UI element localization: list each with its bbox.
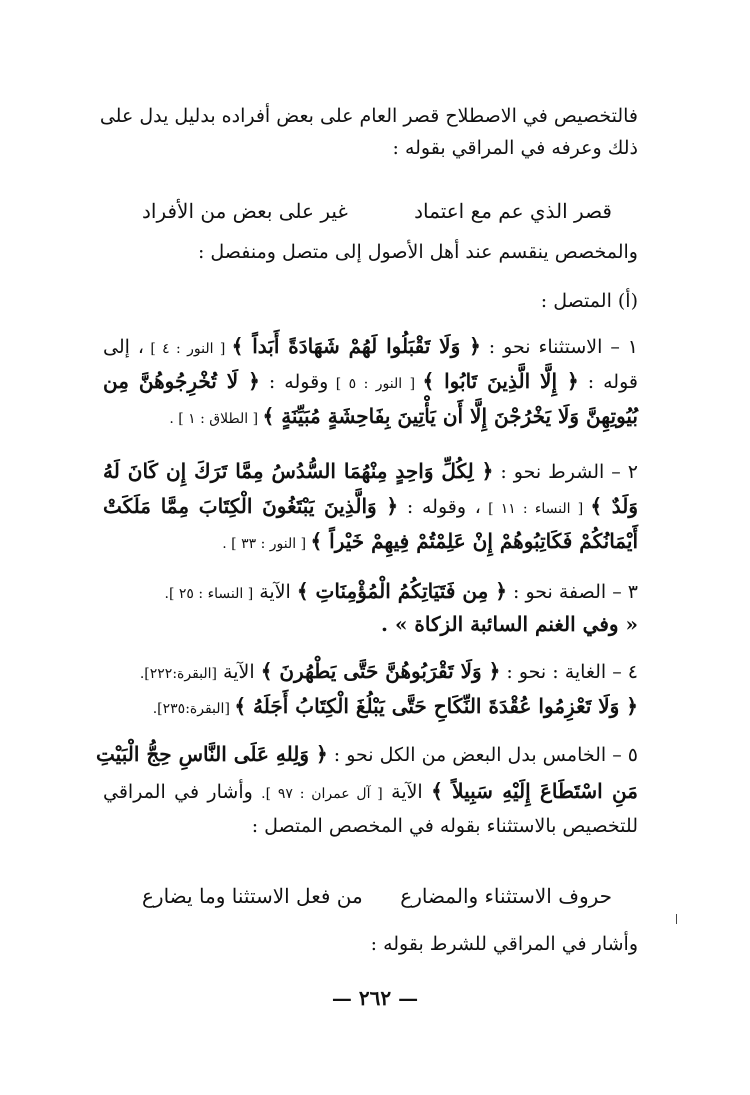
citation-reference: [ النور : ٥ ]: [328, 376, 423, 392]
text-segment: الآية: [253, 581, 297, 603]
verse-first-hemistich: حروف الاستثناء والمضارع: [400, 884, 612, 908]
text-segment: وأشار في المراقي للشرط بقوله :: [370, 933, 638, 955]
citation-reference: [ الطلاق : ١ ] .: [169, 411, 263, 427]
text-segment: ٤ – الغاية : نحو :: [500, 661, 638, 683]
text-line: [103, 928, 638, 960]
quoted-text: وَلَدٌ ﴾: [590, 494, 638, 518]
text-line: [103, 608, 638, 641]
quoted-text: ﴿ وَلَا تَقْرَبُوهُنَّ حَتَّى يَطْهُرنَ ﴾: [260, 659, 501, 683]
section-heading: [103, 285, 638, 317]
text-line: [103, 775, 638, 810]
text-line: [96, 738, 638, 771]
text-line: [103, 365, 638, 400]
text-segment: قوله :: [578, 371, 638, 393]
text-segment: وأشار في المراقي: [103, 781, 262, 803]
quoted-text: ﴿ إِلَّا الَّذِينَ تَابُوا ﴾: [422, 369, 579, 393]
quoted-text: ﴿ وَلِلهِ عَلَى النَّاسِ حِجُّ الْبَيْتِ: [96, 742, 328, 766]
citation-reference: [ النساء : ١١ ]: [480, 501, 591, 517]
text-line: [103, 236, 638, 268]
citation-reference: [ النساء : ٢٥ ].: [164, 586, 254, 602]
verse-second-hemistich: من فعل الاستثنا وما يضارع: [142, 884, 363, 908]
text-segment: ٥ – الخامس بدل البعض من الكل نحو :: [327, 744, 638, 766]
text-segment: ، إلى: [103, 336, 144, 358]
text-segment: الآية: [217, 661, 261, 683]
text-line: [103, 525, 638, 560]
text-segment: فالتخصيص في الاصطلاح قصر العام على بعض أفراده بدليل يدل على: [99, 105, 638, 127]
verse-first-hemistich: قصر الذي عم مع اعتماد: [414, 199, 612, 223]
margin-mark: [676, 914, 677, 924]
quoted-text: ﴿ وَلَا تَعْزِمُوا عُقْدَةَ النِّكَاحِ حَتَّى يَبْلُغَ الْكِتَابُ أَجَلَهُ ﴾: [234, 694, 638, 718]
verse-line: [142, 195, 612, 227]
page-number: — ٢٦٢ —: [331, 986, 419, 1010]
text-segment: (أ) المتصل :: [540, 290, 638, 312]
text-line: [103, 330, 638, 365]
text-segment: للتخصيص بالاستثناء بقوله في المخصص المتصل :: [251, 815, 638, 837]
quoted-text: ﴿ لِكُلِّ وَاحِدٍ مِنْهُمَا السُّدُسُ مِمَّا تَرَكَ إِن كَانَ لَهُ: [103, 459, 494, 483]
text-segment: والمخصص ينقسم عند أهل الأصول إلى متصل ومنفصل :: [197, 241, 638, 263]
quoted-text: ﴿ لَا تُخْرِجُوهُنَّ مِن: [103, 369, 260, 393]
text-line: [103, 490, 638, 525]
text-segment: ذلك وعرفه في المراقي بقوله :: [392, 137, 638, 159]
quoted-text: أَيْمَانُكُمْ فَكَاتِبُوهُمْ إِنْ عَلِمْتُمْ فِيهِمْ خَيْراً ﴾: [310, 529, 638, 553]
quoted-text: ﴿ وَالَّذِينَ يَبْتَغُونَ الْكِتَابَ مِمَّا مَلَكَتْ: [103, 494, 399, 518]
text-line: [103, 655, 638, 690]
quoted-text: بُيُوتِهِنَّ وَلَا يَخْرُجْنَ إِلَّا أَن يَأْتِينَ بِفَاحِشَةٍ مُبَيِّنَةٍ ﴾: [262, 404, 638, 428]
quoted-text: « وفي الغنم السائبة الزكاة » .: [381, 612, 638, 636]
citation-reference: [البقرة:٢٢٢].: [139, 666, 218, 682]
text-line: [103, 575, 638, 610]
citation-reference: [ النور : ٤ ]: [143, 341, 232, 357]
text-line: [99, 100, 638, 132]
quoted-text: مَنِ اسْتَطَاعَ إِلَيْهِ سَبِيلاً ﴾: [431, 779, 638, 803]
text-line: [103, 810, 638, 842]
text-segment: وقوله :: [259, 371, 329, 393]
text-segment: ٢ – الشرط نحو :: [493, 461, 639, 483]
quoted-text: ﴿ وَلَا تَقْبَلُوا لَهُمْ شَهَادَةً أَبَداً ﴾: [231, 334, 481, 358]
verse-second-hemistich: غير على بعض من الأفراد: [142, 199, 348, 223]
quoted-text: ﴿ مِن فَتَيَاتِكُمُ الْمُؤْمِنَاتِ ﴾: [296, 579, 507, 603]
text-segment: ، وقوله :: [398, 496, 481, 518]
verse-line: [142, 880, 612, 912]
text-segment: ٣ – الصفة نحو :: [506, 581, 638, 603]
text-line: [103, 132, 638, 164]
text-segment: ١ – الاستثناء نحو :: [480, 336, 638, 358]
citation-reference: [ آل عمران : ٩٧ ].: [261, 786, 383, 802]
text-segment: الآية: [382, 781, 432, 803]
text-line: [103, 400, 638, 435]
text-line: [103, 455, 638, 488]
citation-reference: [ النور : ٣٣ ] .: [222, 536, 311, 552]
citation-reference: [البقرة:٢٣٥].: [152, 701, 235, 717]
text-line: [103, 690, 638, 725]
